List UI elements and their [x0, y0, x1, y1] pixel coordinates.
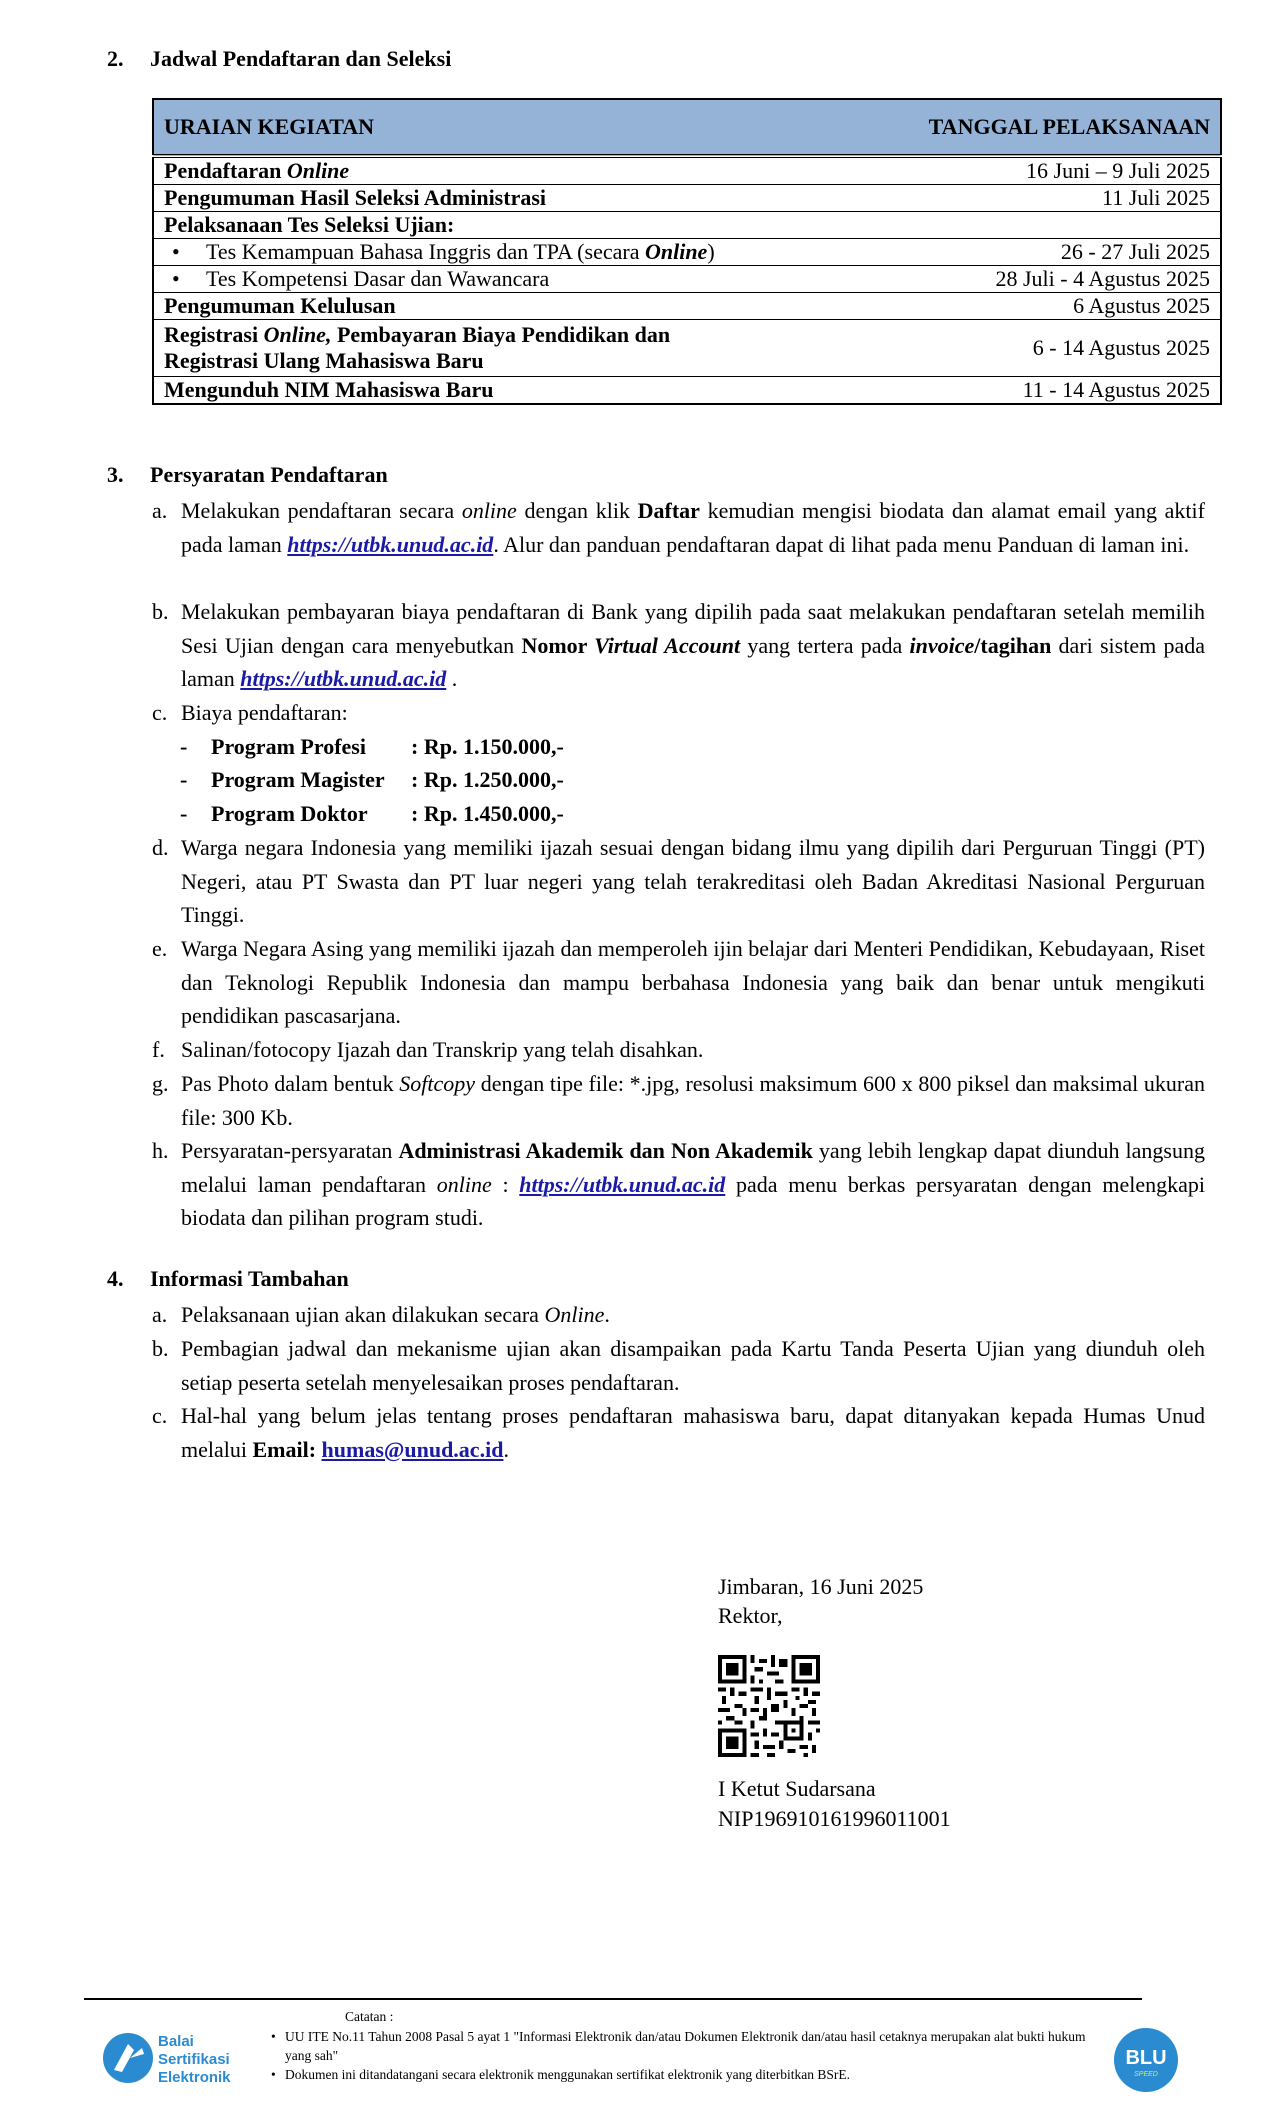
requirement-a: Melakukan pendaftaran secara online dengan klik Daftar kemudian mengisi biodata dan alamat email yang aktif pada laman https://utbk.unud.ac.id. Alur dan panduan pendaftaran dapat di lihat pada menu Panduan di laman ini.: [181, 498, 1205, 557]
row-label: • Tes Kemampuan Bahasa Inggris dan TPA (secara Online): [172, 239, 715, 264]
signature-role: Rektor,: [718, 1603, 783, 1628]
requirement-f: Salinan/fotocopy Ijazah dan Transkrip yang telah disahkan.: [181, 1037, 704, 1062]
table-row: [153, 185, 1221, 212]
row-label: Pendaftaran Online: [164, 158, 350, 183]
table-header-row: [153, 99, 1221, 156]
fee-program: Program Profesi: [211, 734, 366, 759]
footnote-1: UU ITE No.11 Tahun 2008 Pasal 5 ayat 1 "Informasi Elektronik dan/atau Dokumen Elektronik dan/atau hasil cetaknya merupakan alat bukti hukum yang sah": [285, 2029, 1086, 2063]
requirement-h: Persyaratan-persyaratan Administrasi Akademik dan Non Akademik yang lebih lengkap dapat diunduh langsung melalui laman pendaftaran online : https://utbk.unud.ac.id pada menu berkas persyaratan dengan melengkapi biodata dan pilihan program studi.: [181, 1138, 1205, 1230]
header-tanggal: TANGGAL PELAKSANAAN: [852, 99, 1221, 156]
item-label: h.: [152, 1138, 169, 1163]
row-label: • Tes Kompetensi Dasar dan Wawancara: [172, 266, 550, 291]
bsre-logo-line3: Elektronik: [158, 2069, 231, 2086]
item-label: a.: [152, 1302, 168, 1327]
footnote-heading: Catatan :: [345, 2009, 394, 2024]
fee-amount: : Rp. 1.450.000,-: [411, 801, 564, 826]
item-label: e.: [152, 936, 168, 961]
requirement-g: Pas Photo dalam bentuk Softcopy dengan tipe file: *.jpg, resolusi maksimum 600 x 800 piksel dan maksimal ukuran file: 300 Kb.: [181, 1071, 1206, 1130]
table-row: [153, 239, 1221, 266]
item-label: b.: [152, 599, 169, 624]
fee-amount: : Rp. 1.150.000,-: [411, 734, 564, 759]
footer-divider: [84, 1998, 1142, 2000]
bullet-icon: •: [271, 2029, 276, 2044]
item-label: c.: [152, 1403, 168, 1428]
item-label: b.: [152, 1336, 169, 1361]
bullet-icon: •: [271, 2067, 276, 2082]
row-date: 28 Juli - 4 Agustus 2025: [995, 266, 1210, 291]
table-row: [153, 320, 1221, 377]
bullet-icon: •: [172, 266, 180, 291]
signature-place-date: Jimbaran, 16 Juni 2025: [718, 1574, 924, 1599]
row-date: 26 - 27 Juli 2025: [1060, 239, 1210, 264]
row-label: Pengumuman Kelulusan: [164, 293, 396, 318]
header-uraian: URAIAN KEGIATAN: [153, 99, 852, 156]
item-label: f.: [152, 1037, 165, 1062]
item-label: g.: [152, 1071, 169, 1096]
section-2-title: Jadwal Pendaftaran dan Seleksi: [150, 46, 452, 71]
info-a: Pelaksanaan ujian akan dilakukan secara Online.: [181, 1302, 610, 1327]
bullet-icon: •: [172, 239, 180, 264]
info-b: Pembagian jadwal dan mekanisme ujian akan disampaikan pada Kartu Tanda Peserta Ujian yang diunduh oleh setiap peserta setelah menyelesaikan proses pendaftaran.: [181, 1336, 1205, 1395]
requirement-b: Melakukan pembayaran biaya pendaftaran di Bank yang dipilih pada saat melakukan pendaftaran setelah memilih Sesi Ujian dengan cara menyebutkan Nomor Virtual Account yang tertera pada invoice/tagihan dari sistem pada laman https://utbk.unud.ac.id .: [181, 599, 1205, 691]
table-row: [153, 212, 1221, 239]
section-3-number: 3.: [107, 462, 124, 487]
info-c: Hal-hal yang belum jelas tentang proses pendaftaran mahasiswa baru, dapat ditanyakan kepada Humas Unud melalui Email: humas@unud.ac.id.: [181, 1403, 1205, 1462]
section-4-number: 4.: [107, 1266, 124, 1291]
row-date: 6 - 14 Agustus 2025: [1032, 335, 1210, 360]
item-label: c.: [152, 700, 168, 725]
bsre-logo-line1: Balai: [158, 2033, 194, 2050]
row-label: Registrasi Online, Pembayaran Biaya Pendidikan dan Registrasi Ulang Mahasiswa Baru: [164, 322, 671, 373]
row-label: Pelaksanaan Tes Seleksi Ujian:: [164, 212, 455, 237]
item-label: a.: [152, 498, 168, 523]
fee-dash: -: [180, 801, 188, 826]
fee-program: Program Doktor: [211, 801, 368, 826]
section-2-number: 2.: [107, 46, 124, 71]
fee-program: Program Magister: [211, 767, 385, 792]
utbk-link[interactable]: https://utbk.unud.ac.id: [240, 666, 447, 691]
table-row: [153, 377, 1221, 405]
fee-dash: -: [180, 734, 188, 759]
blu-logo-sub: SPEED: [1134, 2071, 1158, 2078]
row-date: 16 Juni – 9 Juli 2025: [1026, 158, 1210, 183]
utbk-link[interactable]: https://utbk.unud.ac.id: [287, 531, 494, 557]
table-row: [153, 266, 1221, 293]
row-label: Mengunduh NIM Mahasiswa Baru: [164, 377, 494, 402]
signatory-nip: NIP196910161996011001: [718, 1806, 951, 1831]
section-4-title: Informasi Tambahan: [150, 1266, 349, 1291]
schedule-table: [152, 98, 1222, 405]
fee-dash: -: [180, 767, 188, 792]
blu-logo-text: BLU: [1125, 2047, 1167, 2069]
email-link[interactable]: humas@unud.ac.id: [321, 1436, 504, 1462]
item-label: d.: [152, 835, 169, 860]
bsre-logo-icon: [100, 2028, 278, 2088]
signatory-name: I Ketut Sudarsana: [718, 1776, 876, 1801]
requirement-d: Warga negara Indonesia yang memiliki ijazah sesuai dengan bidang ilmu yang dipilih dari Perguruan Tinggi (PT) Negeri, atau PT Swasta dan PT luar negeri yang telah terakreditasi oleh Badan Akreditasi Nasional Perguruan Tinggi.: [181, 835, 1205, 927]
requirement-c: Biaya pendaftaran:: [181, 700, 348, 725]
blu-logo-icon: [1112, 2026, 1180, 2094]
footnote-2: Dokumen ini ditandatangani secara elektronik menggunakan sertifikat elektronik yang diterbitkan BSrE.: [285, 2067, 850, 2082]
row-date: 11 - 14 Agustus 2025: [1022, 377, 1210, 402]
requirement-e: Warga Negara Asing yang memiliki ijazah dan memperoleh ijin belajar dari Menteri Pendidikan, Kebudayaan, Riset dan Teknologi Republik Indonesia dan mampu berbahasa Indonesia yang baik dan benar untuk mengikuti pendidikan pascasarjana.: [181, 936, 1205, 1028]
section-3-title: Persyaratan Pendaftaran: [150, 462, 388, 487]
bsre-logo-line2: Sertifikasi: [158, 2051, 230, 2068]
table-row: [153, 293, 1221, 320]
fee-amount: : Rp. 1.250.000,-: [411, 767, 564, 792]
table-row: [153, 156, 1221, 185]
row-date: 11 Juli 2025: [1102, 185, 1210, 210]
utbk-link[interactable]: https://utbk.unud.ac.id: [519, 1171, 726, 1197]
qr-code-icon: [718, 1655, 820, 1757]
row-label: Pengumuman Hasil Seleksi Administrasi: [164, 185, 547, 210]
row-date: 6 Agustus 2025: [1073, 293, 1210, 318]
